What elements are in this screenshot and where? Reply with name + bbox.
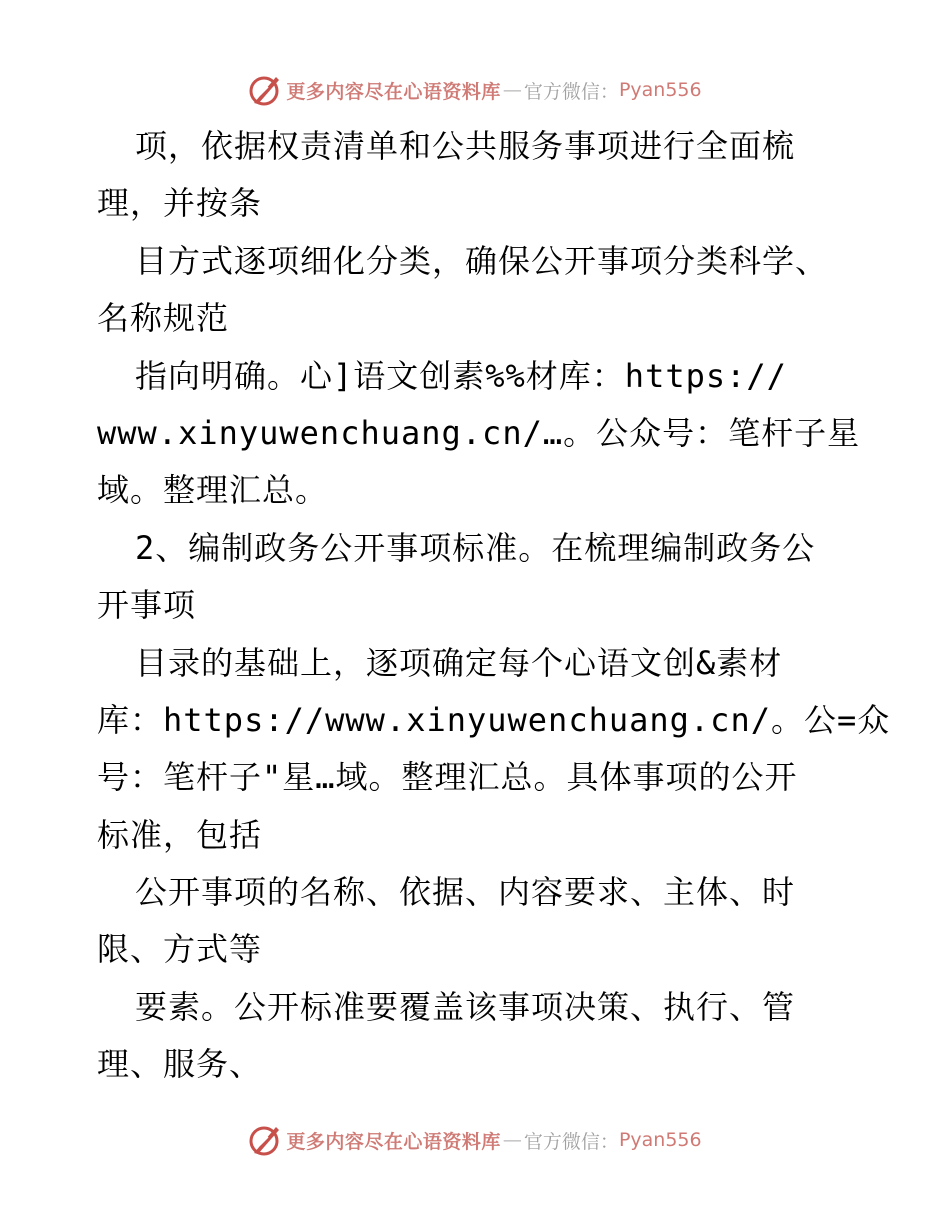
body-line: 要素。公开标准要覆盖该事项决策、执行、管 [135,987,796,1026]
body-line: 域。整理汇总。 [97,471,329,510]
footer-watermark [0,1120,950,1160]
watermark-dash: — [502,1129,522,1151]
body-line: 开事项 [97,586,197,625]
body-line: 目方式逐项细化分类，确保公开事项分类科学、 [135,241,829,280]
body-line: 项，依据权责清单和公共服务事项进行全面梳 [135,127,796,165]
body-line: 指向明确。心]语文创素%%材库：https:// [135,356,787,395]
watermark-main-text: 更多内容尽在心语资料库 [286,1130,501,1153]
watermark-wechat-id: Pyan556 [618,79,702,101]
body-line: 限、方式等 [97,930,263,969]
body-line: 标准，包括 [97,815,263,854]
watermark-dash: — [502,79,522,101]
header-watermark [0,70,950,110]
body-line: www.xinyuwenchuang.cn/…。公众号：笔杆子星 [97,413,861,452]
document-body [97,118,891,1094]
body-line: 名称规范 [97,299,230,338]
feather-pen-logo-icon [248,1123,282,1157]
body-line: 库：https://www.xinyuwenchuang.cn/。公=众 [97,700,891,739]
body-line: 2、编制政务公开事项标准。在梳理编制政务公 [135,528,816,567]
body-line: 公开事项的名称、依据、内容要求、主体、时 [135,873,796,912]
feather-pen-logo-icon [248,73,282,107]
watermark-wechat-label: 官方微信： [523,80,619,103]
body-line: 目录的基础上，逐项确定每个心语文创&素材 [135,643,783,682]
body-line: 号：笔杆子"星…域。整理汇总。具体事项的公开 [97,758,798,797]
watermark-wechat-label: 官方微信： [523,1130,619,1153]
body-line: 理、服务、 [97,1045,263,1084]
watermark-wechat-id: Pyan556 [618,1129,702,1151]
body-line: 理，并按条 [97,184,263,223]
watermark-main-text: 更多内容尽在心语资料库 [286,80,501,103]
